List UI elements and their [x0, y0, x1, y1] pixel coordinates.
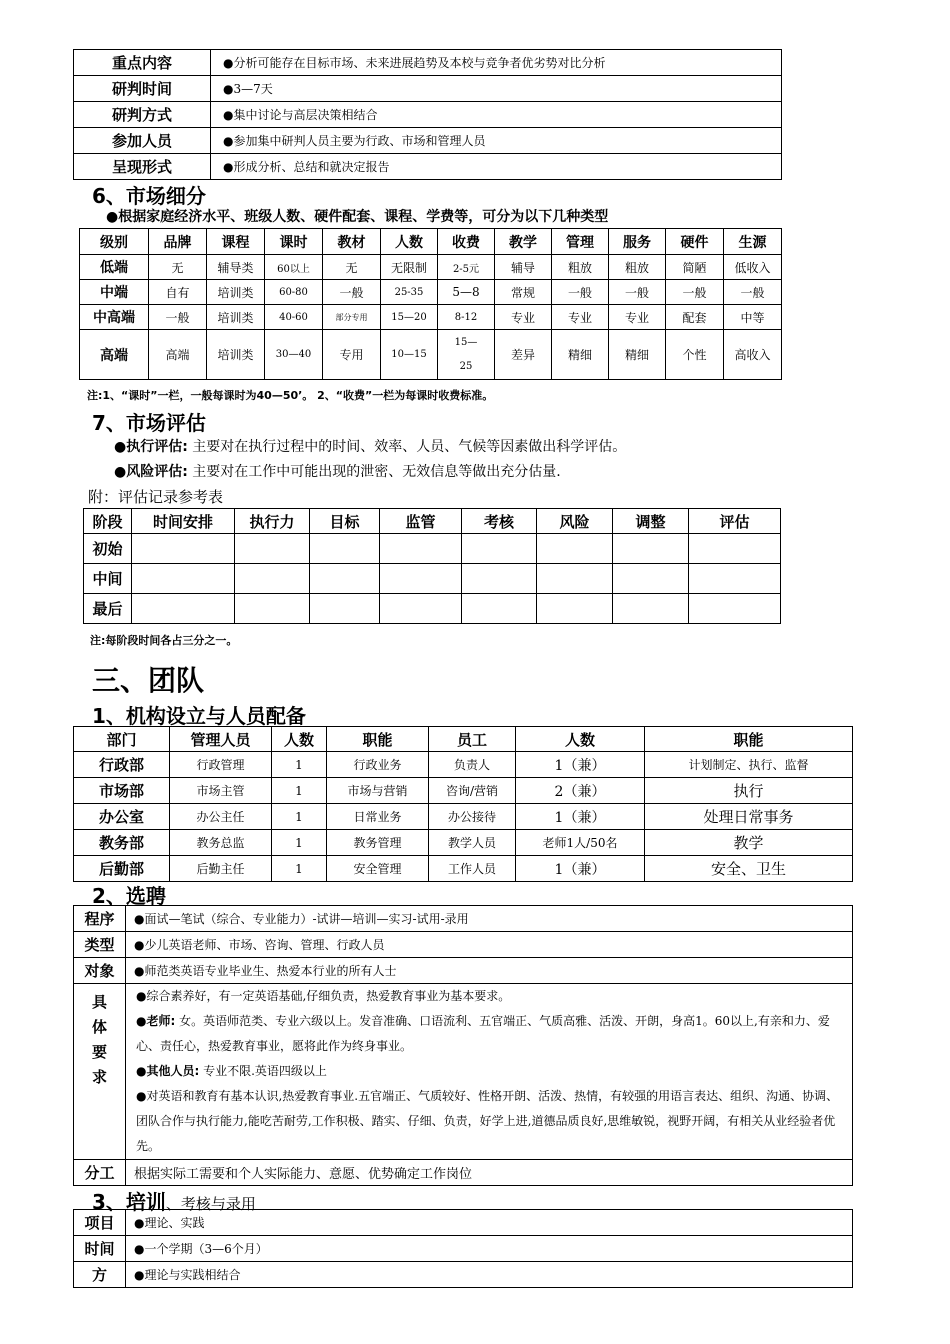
risk-eval-line: ●风险评估: 主要对在工作中可能出现的泄密、无效信息等做出充分估量. [114, 464, 561, 480]
org-row [74, 804, 853, 830]
eval-cell [310, 594, 380, 624]
segment-table [79, 228, 782, 380]
eval-cell [310, 534, 380, 564]
segment-cell: 30—40 [265, 330, 323, 380]
segment-cell: 10—15 [381, 330, 438, 380]
segment-cell: 辅导 [495, 255, 552, 280]
segment-level: 高端 [80, 330, 149, 380]
training-table [73, 1209, 853, 1288]
section-6-intro: ●根据家庭经济水平、班级人数、硬件配套、课程、学费等，可分为以下几种类型 [106, 209, 609, 225]
eval-cell [689, 594, 781, 624]
eval-note: 注:每阶段时间各占三分之一。 [90, 634, 238, 647]
analysis-value: ●参加集中研判人员主要为行政、市场和管理人员 [211, 128, 782, 154]
analysis-value: ●集中讨论与高层决策相结合 [211, 102, 782, 128]
segment-note: 注:1、“课时”一栏，一般每课时为40—50’。 2、“收费”一栏为每课时收费标准。 [87, 389, 494, 402]
segment-cell: 40-60 [265, 305, 323, 330]
analysis-table [73, 49, 782, 180]
training-value: ●一个学期（3—6个月） [126, 1236, 853, 1262]
eval-header: 评估 [689, 509, 781, 534]
training-row [74, 1262, 853, 1288]
segment-cell: 无 [149, 255, 207, 280]
req-label: 具 体 要 求 [74, 984, 126, 1160]
org-subtitle: 1、机构设立与人员配备 [92, 704, 306, 728]
segment-row [80, 305, 782, 330]
segment-cell: 一般 [552, 280, 609, 305]
eval-cell [613, 594, 689, 624]
recruit-label: 类型 [74, 932, 126, 958]
segment-cell: 无 [323, 255, 381, 280]
segment-cell: 无限制 [381, 255, 438, 280]
segment-cell: 2-5元 [438, 255, 495, 280]
org-cell: 处理日常事务 [645, 804, 853, 830]
team-title: 三、团队 [92, 664, 205, 697]
division-label: 分工 [74, 1160, 126, 1186]
segment-header: 人数 [381, 229, 438, 255]
segment-cell: 60-80 [265, 280, 323, 305]
section-7-title: 7、市场评估 [92, 411, 206, 435]
analysis-label: 呈现形式 [74, 154, 211, 180]
eval-cell [380, 534, 462, 564]
eval-cell [235, 564, 310, 594]
org-cell: 市场主管 [170, 778, 272, 804]
segment-cell: 低收入 [724, 255, 782, 280]
recruit-label: 对象 [74, 958, 126, 984]
training-value: ●理论与实践相结合 [126, 1262, 853, 1288]
eval-cell [235, 594, 310, 624]
segment-cell: 中等 [724, 305, 782, 330]
eval-cell [689, 534, 781, 564]
org-cell: 教务管理 [327, 830, 429, 856]
eval-cell [537, 594, 613, 624]
analysis-value: ●分析可能存在目标市场、未来进展趋势及本校与竞争者优劣势对比分析 [211, 50, 782, 76]
org-header: 管理人员 [170, 727, 272, 752]
recruit-value: ●面试—笔试（综合、专业能力）-试讲—培训—实习-试用-录用 [126, 906, 853, 932]
org-cell: 安全、卫生 [645, 856, 853, 882]
segment-cell: 辅导类 [207, 255, 265, 280]
segment-cell: 60以上 [265, 255, 323, 280]
segment-header: 课程 [207, 229, 265, 255]
org-cell: 老师1人/50名 [516, 830, 645, 856]
org-dept: 市场部 [74, 778, 170, 804]
segment-cell: 15—25 [438, 330, 495, 380]
eval-row [84, 594, 781, 624]
segment-cell: 一般 [149, 305, 207, 330]
org-table [73, 726, 853, 882]
eval-cell [689, 564, 781, 594]
segment-cell: 高端 [149, 330, 207, 380]
eval-cell [380, 564, 462, 594]
org-cell: 1（兼） [516, 752, 645, 778]
org-cell: 日常业务 [327, 804, 429, 830]
eval-cell [537, 564, 613, 594]
appendix-label: 附：评估记录参考表 [88, 488, 224, 506]
segment-cell: 25-35 [381, 280, 438, 305]
analysis-label: 研判方式 [74, 102, 211, 128]
segment-header: 教学 [495, 229, 552, 255]
segment-cell: 15—20 [381, 305, 438, 330]
segment-cell: 自有 [149, 280, 207, 305]
org-cell: 负责人 [429, 752, 516, 778]
eval-header: 阶段 [84, 509, 132, 534]
org-row [74, 856, 853, 882]
segment-cell: 专用 [323, 330, 381, 380]
segment-header: 级别 [80, 229, 149, 255]
analysis-label: 重点内容 [74, 50, 211, 76]
org-cell: 1 [272, 804, 327, 830]
segment-header: 收费 [438, 229, 495, 255]
training-label: 方 [74, 1262, 126, 1288]
eval-header: 调整 [613, 509, 689, 534]
eval-cell [310, 564, 380, 594]
eval-stage: 最后 [84, 594, 132, 624]
eval-header: 时间安排 [132, 509, 235, 534]
org-cell: 教学 [645, 830, 853, 856]
org-cell: 1 [272, 830, 327, 856]
segment-header: 品牌 [149, 229, 207, 255]
segment-cell: 高收入 [724, 330, 782, 380]
segment-cell: 专业 [495, 305, 552, 330]
org-cell: 行政管理 [170, 752, 272, 778]
exec-eval-line: ●执行评估: 主要对在执行过程中的时间、效率、人员、气候等因素做出科学评估。 [114, 439, 627, 455]
recruit-label: 程序 [74, 906, 126, 932]
training-value: ●理论、实践 [126, 1210, 853, 1236]
analysis-row [74, 154, 782, 180]
org-cell: 教务总监 [170, 830, 272, 856]
org-cell: 市场与营销 [327, 778, 429, 804]
recruit-value: ●少儿英语老师、市场、咨询、管理、行政人员 [126, 932, 853, 958]
segment-cell: 常规 [495, 280, 552, 305]
training-subtitle: 3、培训、考核与录用 [92, 1190, 256, 1214]
segment-cell: 一般 [724, 280, 782, 305]
eval-cell [613, 534, 689, 564]
training-label: 项目 [74, 1210, 126, 1236]
training-label: 时间 [74, 1236, 126, 1262]
segment-level: 中高端 [80, 305, 149, 330]
eval-cell [132, 564, 235, 594]
eval-cell [537, 534, 613, 564]
segment-row [80, 330, 782, 380]
org-header: 人数 [272, 727, 327, 752]
recruit-subtitle: 2、选聘 [92, 884, 166, 908]
segment-cell: 专业 [552, 305, 609, 330]
org-header: 部门 [74, 727, 170, 752]
req-text: ●综合素养好，有一定英语基础,仔细负责，热爱教育事业为基本要求。 ●老师: 女。英语师范类、专业六级以上。发音准确、口语流利、五官端正、气质高雅、活泼、开朗，身高1。60以上,有亲和力、爱心、责任心，热爱教育事业，愿将此作为终身事业。 ●其他人员: 专业不限.英语四级以上 ●对英语和教育有基本认识,热爱教育事业.五官端正、气质较好、性格开朗、活泼、热情，有较强的用语言表达、组织、沟通、协调、团队合作与执行能力,能吃苦耐劳,工作积极、踏实、仔细、负责，好学上进,道德品质良好,思维敏锐，视野开阔，有相关从业经验者优先。 [126, 984, 853, 1160]
recruit-row [74, 932, 853, 958]
eval-row [84, 534, 781, 564]
analysis-label: 参加人员 [74, 128, 211, 154]
org-cell: 1（兼） [516, 856, 645, 882]
eval-cell [462, 534, 537, 564]
org-cell: 工作人员 [429, 856, 516, 882]
segment-cell: 培训类 [207, 280, 265, 305]
segment-cell: 8-12 [438, 305, 495, 330]
analysis-row [74, 50, 782, 76]
segment-cell: 精细 [609, 330, 666, 380]
org-cell: 办公主任 [170, 804, 272, 830]
org-cell: 安全管理 [327, 856, 429, 882]
analysis-label: 研判时间 [74, 76, 211, 102]
segment-header: 教材 [323, 229, 381, 255]
segment-cell: 粗放 [609, 255, 666, 280]
org-cell: 1 [272, 856, 327, 882]
segment-cell: 部分专用 [323, 305, 381, 330]
analysis-value: ●3—7天 [211, 76, 782, 102]
eval-cell [462, 564, 537, 594]
segment-cell: 差异 [495, 330, 552, 380]
eval-stage: 初始 [84, 534, 132, 564]
segment-cell: 粗放 [552, 255, 609, 280]
eval-cell [132, 594, 235, 624]
org-cell: 1 [272, 752, 327, 778]
segment-row [80, 280, 782, 305]
segment-header: 硬件 [666, 229, 724, 255]
segment-cell: 精细 [552, 330, 609, 380]
segment-cell: 个性 [666, 330, 724, 380]
eval-header: 执行力 [235, 509, 310, 534]
org-cell: 1 [272, 778, 327, 804]
training-row [74, 1210, 853, 1236]
org-cell: 1（兼） [516, 804, 645, 830]
org-dept: 办公室 [74, 804, 170, 830]
eval-cell [235, 534, 310, 564]
org-cell: 咨询/营销 [429, 778, 516, 804]
org-cell: 计划制定、执行、监督 [645, 752, 853, 778]
org-row [74, 752, 853, 778]
recruit-row [74, 906, 853, 932]
segment-level: 中端 [80, 280, 149, 305]
eval-row [84, 564, 781, 594]
org-cell: 执行 [645, 778, 853, 804]
org-header: 职能 [645, 727, 853, 752]
eval-header: 监管 [380, 509, 462, 534]
eval-header: 考核 [462, 509, 537, 534]
analysis-row [74, 128, 782, 154]
org-cell: 行政业务 [327, 752, 429, 778]
org-cell: 办公接待 [429, 804, 516, 830]
segment-row [80, 255, 782, 280]
eval-record-table [83, 508, 781, 624]
org-row [74, 830, 853, 856]
analysis-row [74, 102, 782, 128]
eval-header: 目标 [310, 509, 380, 534]
segment-header: 生源 [724, 229, 782, 255]
division-value: 根据实际工需要和个人实际能力、意愿、优势确定工作岗位 [126, 1160, 853, 1186]
org-cell: 2（兼） [516, 778, 645, 804]
segment-cell: 一般 [609, 280, 666, 305]
eval-cell [462, 594, 537, 624]
org-dept: 行政部 [74, 752, 170, 778]
eval-cell [380, 594, 462, 624]
org-cell: 教学人员 [429, 830, 516, 856]
org-dept: 教务部 [74, 830, 170, 856]
org-header: 人数 [516, 727, 645, 752]
segment-cell: 配套 [666, 305, 724, 330]
segment-cell: 培训类 [207, 305, 265, 330]
segment-cell: 培训类 [207, 330, 265, 380]
eval-cell [613, 564, 689, 594]
segment-cell: 5—8 [438, 280, 495, 305]
segment-cell: 专业 [609, 305, 666, 330]
eval-cell [132, 534, 235, 564]
eval-stage: 中间 [84, 564, 132, 594]
section-6-title: 6、市场细分 [92, 184, 206, 208]
eval-header: 风险 [537, 509, 613, 534]
segment-header: 管理 [552, 229, 609, 255]
org-row [74, 778, 853, 804]
org-cell: 后勤主任 [170, 856, 272, 882]
segment-cell: 简陋 [666, 255, 724, 280]
recruit-value: ●师范类英语专业毕业生、热爱本行业的所有人士 [126, 958, 853, 984]
segment-header: 服务 [609, 229, 666, 255]
org-header: 员工 [429, 727, 516, 752]
training-row [74, 1236, 853, 1262]
org-dept: 后勤部 [74, 856, 170, 882]
analysis-row [74, 76, 782, 102]
recruit-table [73, 905, 853, 1186]
segment-level: 低端 [80, 255, 149, 280]
segment-cell: 一般 [666, 280, 724, 305]
segment-cell: 一般 [323, 280, 381, 305]
analysis-value: ●形成分析、总结和就决定报告 [211, 154, 782, 180]
org-header: 职能 [327, 727, 429, 752]
segment-header: 课时 [265, 229, 323, 255]
recruit-row [74, 958, 853, 984]
